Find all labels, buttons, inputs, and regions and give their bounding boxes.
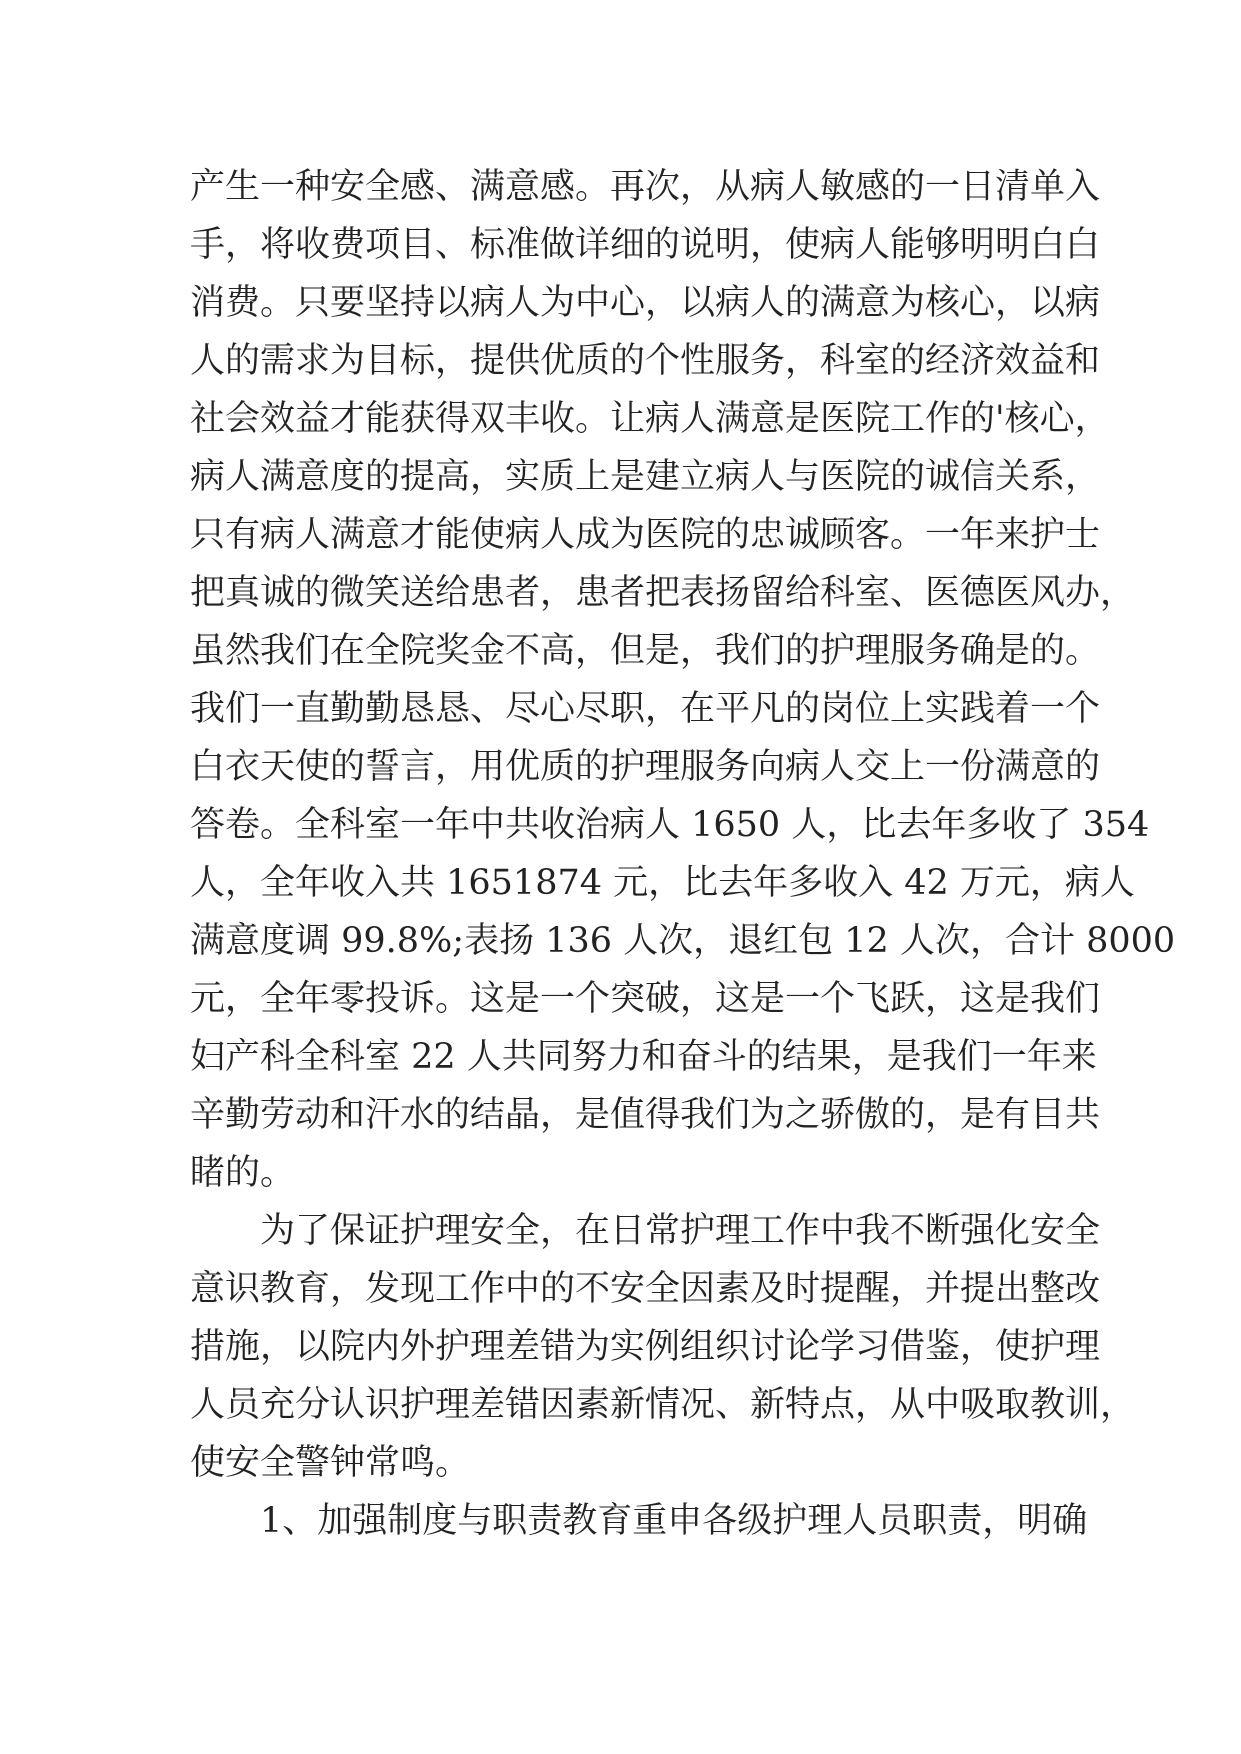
text-line: 满意度调 99.8%;表扬 136 人次，退红包 12 人次，合计 8000 — [190, 921, 1176, 961]
text-line: 元，全年零投诉。这是一个突破，这是一个飞跃，这是我们 — [190, 979, 1101, 1019]
text-line: 为了保证护理安全，在日常护理工作中我不断强化安全 — [260, 1211, 1101, 1251]
text-line: 社会效益才能获得双丰收。让病人满意是医院工作的'核心， — [190, 399, 1110, 439]
text-line: 消费。只要坚持以病人为中心，以病人的满意为核心，以病 — [190, 283, 1101, 323]
text-line: 辛勤劳动和汗水的结晶，是值得我们为之骄傲的，是有目共 — [190, 1095, 1101, 1135]
paragraph-3 — [190, 1492, 1088, 1550]
text-line: 手，将收费项目、标准做详细的说明，使病人能够明明白白 — [190, 225, 1101, 265]
text-line: 只有病人满意才能使病人成为医院的忠诚顾客。一年来护士 — [190, 515, 1101, 555]
text-line: 睹的。 — [190, 1153, 296, 1193]
text-line: 人员充分认识护理差错因素新情况、新特点，从中吸取教训， — [190, 1385, 1136, 1425]
text-line: 答卷。全科室一年中共收治病人 1650 人，比去年多收了 354 — [190, 805, 1150, 845]
text-line: 1、加强制度与职责教育重申各级护理人员职责，明确 — [260, 1501, 1088, 1541]
text-line: 虽然我们在全院奖金不高，但是，我们的护理服务确是的。 — [190, 631, 1101, 671]
text-line: 人，全年收入共 1651874 元，比去年多收入 42 万元，病人 — [190, 863, 1135, 903]
paragraph-1 — [190, 158, 1176, 1202]
paragraph-2 — [190, 1202, 1136, 1492]
text-line: 意识教育，发现工作中的不安全因素及时提醒，并提出整改 — [190, 1269, 1101, 1309]
text-line: 病人满意度的提高，实质上是建立病人与医院的诚信关系， — [190, 457, 1101, 497]
text-line: 妇产科全科室 22 人共同努力和奋斗的结果，是我们一年来 — [190, 1037, 1097, 1077]
text-line: 白衣天使的誓言，用优质的护理服务向病人交上一份满意的 — [190, 747, 1101, 787]
text-line: 把真诚的微笑送给患者，患者把表扬留给科室、医德医风办， — [190, 573, 1136, 613]
text-line: 我们一直勤勤恳恳、尽心尽职，在平凡的岗位上实践着一个 — [190, 689, 1101, 729]
text-line: 人的需求为目标，提供优质的个性服务，科室的经济效益和 — [190, 341, 1101, 381]
text-line: 产生一种安全感、满意感。再次，从病人敏感的一日清单入 — [190, 167, 1101, 207]
document-body — [190, 158, 1176, 1550]
text-line: 使安全警钟常鸣。 — [190, 1443, 471, 1483]
text-line: 措施，以院内外护理差错为实例组织讨论学习借鉴，使护理 — [190, 1327, 1101, 1367]
